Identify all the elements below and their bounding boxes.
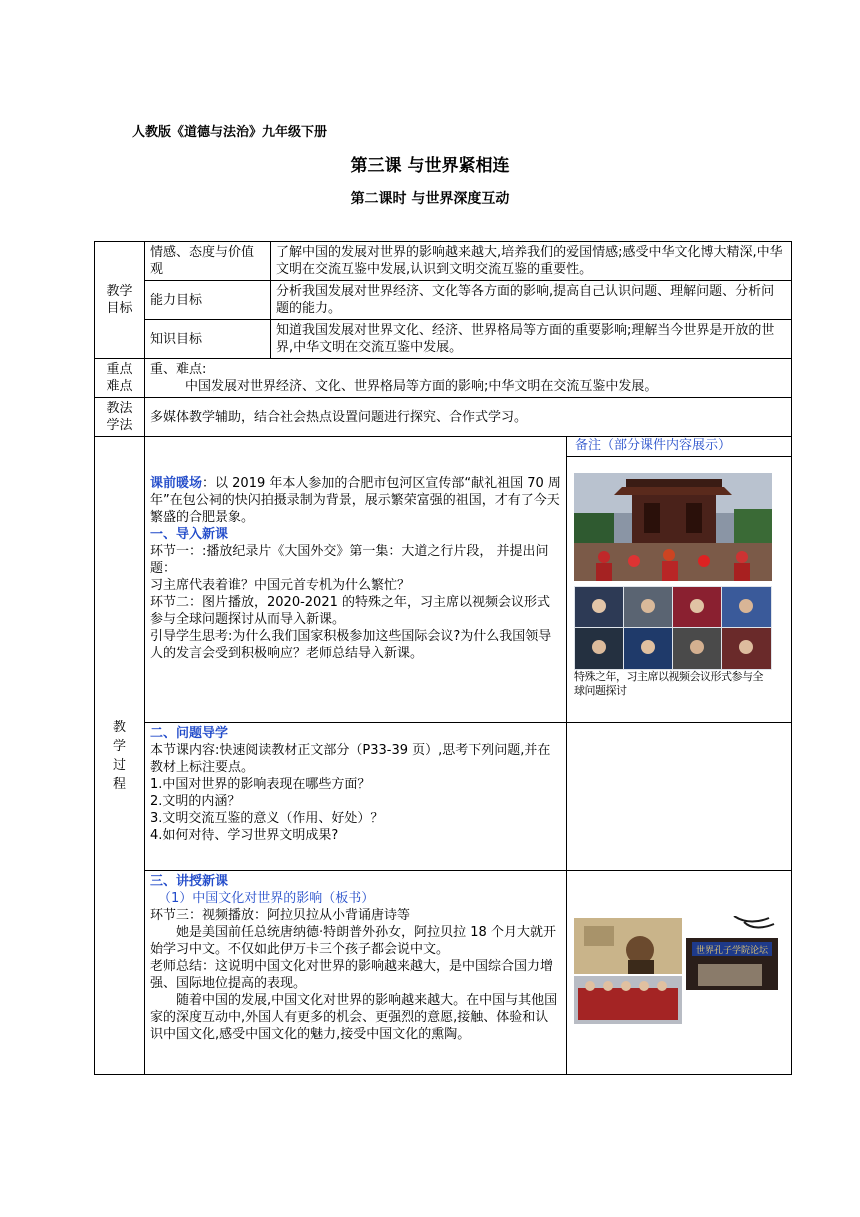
objectives-category: 教学目标 (95, 242, 145, 359)
conference-banner-text: 世界孔子学院论坛 (695, 946, 769, 956)
teaching-paragraph: 随着中国的发展,中国文化对世界的影响越来越大。在中国与其他国家的深度互动中,外国人有更多的机会、更强烈的意愿,接触、体验和认识中国文化,感受中国文化的魅力,接受中国文化的熏陶。 (150, 993, 558, 1042)
intro-section (145, 437, 567, 723)
keypoints-text: 中国发展对世界经济、文化、世界格局等方面的影响;中华文明在交流互鉴中发展。 (185, 379, 658, 394)
lesson-subtitle: 第二课时 与世界深度互动 (350, 191, 510, 207)
section-heading-guided: 二、问题导学 (150, 726, 229, 741)
guided-question: 2.文明的内涵？ (150, 794, 241, 809)
intro-line: 引导学生思考:为什么我们国家积极参加这些国际会议?为什么我国领导人的发言会受到积极响应？老师总结导入新课。 (150, 629, 552, 661)
notes-header: 备注（部分课件内容展示） (567, 437, 791, 457)
objective-name: 知识目标 (145, 320, 271, 359)
section-heading-intro: 一、导入新课 (150, 527, 229, 542)
intro-line: 习主席代表着谁？中国元首专机为什么繁忙？ (150, 578, 411, 593)
section-heading-teaching: 三、讲授新课 (150, 874, 229, 889)
pavilion-photo (574, 473, 772, 581)
guided-question: 3.文明交流互鉴的意义（作用、好处）？ (150, 811, 384, 826)
warmup-text: ：以 2019 年本人参加的合肥市包河区宣传部“献礼祖国 70 周年”在包公祠的快闪拍摄录制为背景，展示繁荣富强的祖国，才有了今天繁盛的合肥景象。 (150, 476, 561, 525)
objective-row-emotion (95, 242, 792, 281)
process-row-teaching (95, 871, 792, 1075)
objective-content: 分析我国发展对世界经济、文化等各方面的影响,提高自己认识问题、理解问题、分析问题的能力。 (271, 281, 792, 320)
guided-question: 4.如何对待、学习世界文明成果? (150, 828, 339, 843)
process-row-guided (95, 723, 792, 871)
notes-cell-intro (567, 437, 792, 723)
keypoints-category: 重点难点 (95, 359, 145, 398)
guided-intro: 本节课内容:快速阅读教材正文部分（P33-39 页）,思考下列问题,并在教材上标注要点。 (150, 743, 551, 775)
methods-category: 教法学法 (95, 398, 145, 437)
objective-name: 情感、态度与价值观 (145, 242, 271, 281)
keypoints-content (145, 359, 792, 398)
slide-image-caption: 特殊之年，习主席以视频会议形式参与全球问题探讨 (574, 670, 763, 697)
warmup-label: 课前暖场 (150, 476, 203, 491)
objective-row-knowledge (95, 320, 792, 359)
publisher-line: 人教版《道德与法治》九年级下册 (132, 125, 328, 140)
guided-question: 1.中国对世界的影响表现在哪些方面？ (150, 777, 371, 792)
process-row-intro (95, 437, 792, 723)
slide-image-group (567, 457, 791, 698)
objective-content: 了解中国的发展对世界的影响越来越大,培养我们的爱国情感;感受中华文化博大精深,中华文明在交流互鉴中发展,认识到文明交流互鉴的重要性。 (271, 242, 792, 281)
lesson-title: 第三课 与世界紧相连 (350, 156, 510, 176)
video-conference-photo (574, 586, 772, 670)
objective-content: 知道我国发展对世界文化、经济、世界格局等方面的重要影响;理解当今世界是开放的世界,中华文明在交流互鉴中发展。 (271, 320, 792, 359)
confucius-collage-photo (574, 916, 779, 1024)
objective-row-ability (95, 281, 792, 320)
keypoints-row (95, 359, 792, 398)
lesson-plan-table (94, 241, 792, 1075)
objective-name: 能力目标 (145, 281, 271, 320)
teaching-summary: 老师总结：这说明中国文化对世界的影响越来越大，是中国综合国力增强、国际地位提高的表现。 (150, 959, 554, 991)
intro-line: 环节一：:播放纪录片《大国外交》第一集：大道之行片段， 并提出问题： (150, 544, 549, 576)
teaching-line: 环节三：视频播放：阿拉贝拉从小背诵唐诗等 (150, 908, 411, 923)
notes-cell-teaching (567, 871, 792, 1075)
teaching-subheading: （1）中国文化对世界的影响（板书） (158, 891, 375, 906)
process-category (95, 437, 145, 1075)
methods-content: 多媒体教学辅助，结合社会热点设置问题进行探究、合作式学习。 (145, 398, 792, 437)
teaching-section (145, 871, 567, 1075)
guided-section (145, 723, 567, 871)
process-category-text: 教学过程 (112, 719, 126, 792)
intro-line: 环节二：图片播放，2020-2021 的特殊之年，习主席以视频会议形式参与全球问题探讨从而导入新课。 (150, 595, 550, 627)
notes-cell-guided (567, 723, 792, 871)
keypoints-label: 重、难点: (150, 362, 207, 377)
teaching-paragraph: 她是美国前任总统唐纳德·特朗普外孙女，阿拉贝拉 18 个月大就开始学习中文。不仅如此伊万卡三个孩子都会说中文。 (150, 925, 556, 957)
methods-row (95, 398, 792, 437)
